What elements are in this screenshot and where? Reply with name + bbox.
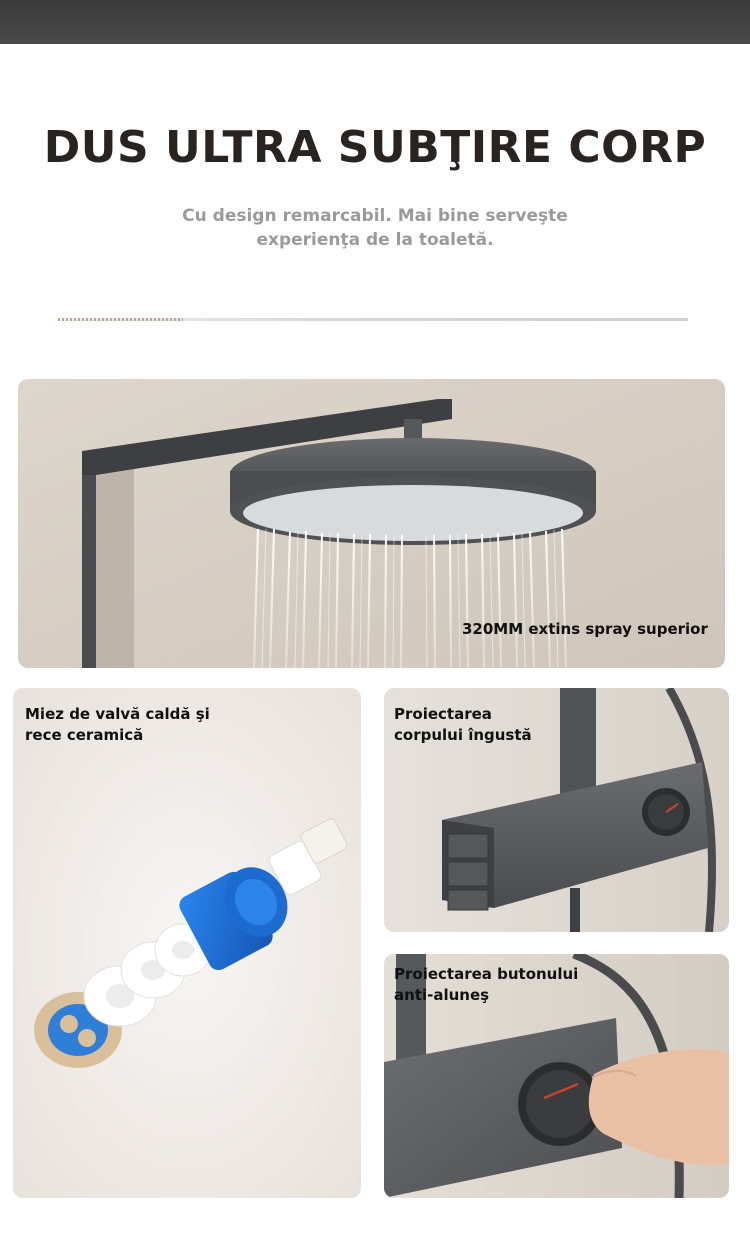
valve-core-image bbox=[13, 688, 361, 1198]
slim-body-image bbox=[384, 688, 729, 932]
section-divider bbox=[58, 318, 688, 321]
rain-shower-caption: 320MM extins spray superior bbox=[462, 620, 708, 638]
slim-body-caption-line-1: Proiectarea bbox=[394, 705, 492, 723]
valve-core-caption-line-2: rece ceramică bbox=[25, 726, 144, 744]
anti-slip-knob-caption-line-1: Proiectarea butonului bbox=[394, 965, 579, 983]
slim-body-caption bbox=[394, 704, 532, 746]
valve-core-illustration bbox=[13, 688, 361, 1198]
valve-core-caption-line-1: Miez de valvă caldă şi bbox=[25, 705, 210, 723]
page-title: DUS ULTRA SUBŢIRE CORP bbox=[43, 122, 707, 173]
slim-body-caption-line-2: corpului îngustă bbox=[394, 726, 532, 744]
rain-shower-image bbox=[18, 379, 725, 668]
valve-core-caption bbox=[25, 704, 210, 746]
anti-slip-knob-caption-line-2: anti-aluneş bbox=[394, 986, 490, 1004]
subtitle-line-2: experienţa de la toaletă. bbox=[256, 230, 494, 250]
anti-slip-knob-caption bbox=[394, 964, 578, 1006]
anti-slip-knob-image bbox=[384, 954, 729, 1198]
subtitle-line-1: Cu design remarcabil. Mai bine serveşte bbox=[182, 206, 568, 226]
top-banner-strip bbox=[0, 0, 750, 44]
